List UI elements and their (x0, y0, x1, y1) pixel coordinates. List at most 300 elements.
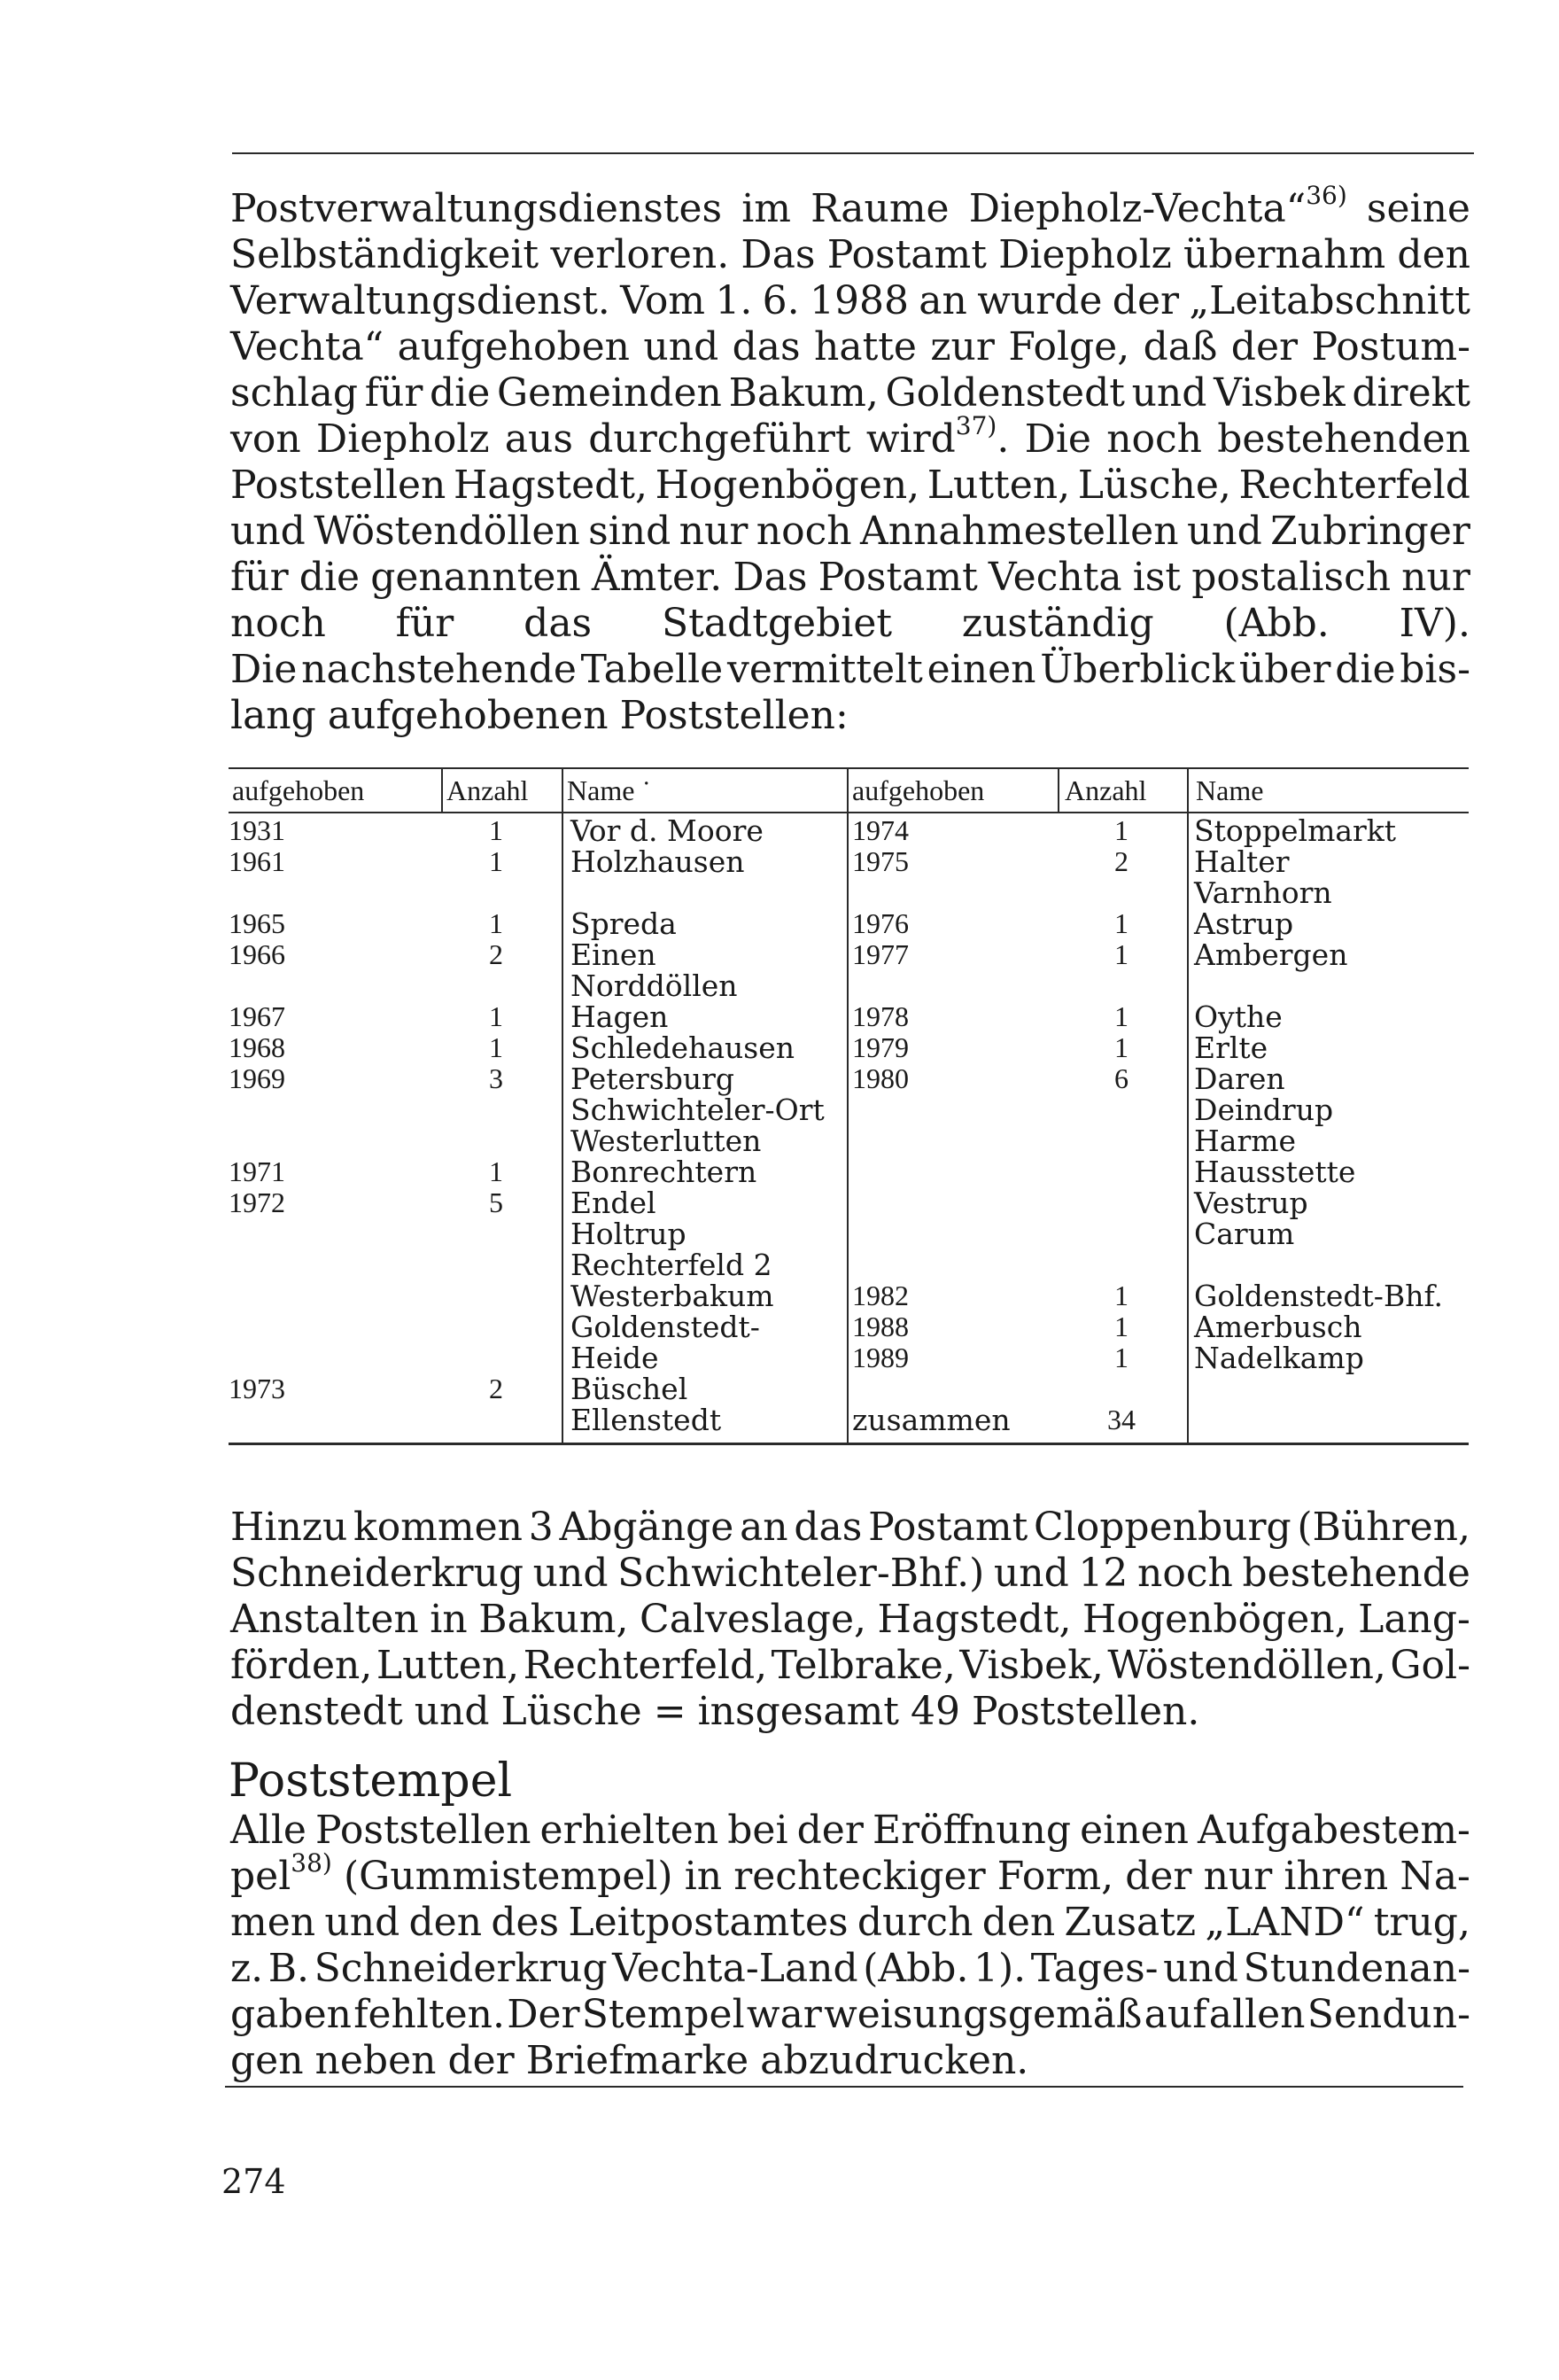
count-cell-2: 1 (1114, 814, 1129, 846)
year-cell: 1967 (229, 1000, 285, 1032)
count-cell (443, 1280, 549, 1311)
paragraph-poststempel (230, 1808, 1470, 2084)
name-cell: Heide (570, 1341, 659, 1375)
count-cell: 5 (489, 1186, 503, 1218)
word: Zubringer (1270, 509, 1470, 554)
header-divider (562, 769, 563, 812)
word: Poststellen: (619, 693, 849, 738)
word: förden, (230, 1643, 373, 1688)
table-column (229, 815, 438, 1435)
word: 49 (911, 1689, 960, 1734)
count-cell-2: 1 (1114, 938, 1129, 970)
text-line (230, 324, 1470, 370)
word: und (324, 1900, 400, 1945)
word: ihren (1284, 1854, 1389, 1899)
word: nur (1401, 555, 1470, 600)
name-cell-2: Ambergen (1194, 937, 1348, 972)
word: Postverwaltungsdienstes (230, 186, 723, 231)
word: Stempel (581, 1992, 745, 2037)
name-cell: Goldenstedt- (570, 1310, 760, 1344)
header-closed-year-2: aufgehoben (852, 774, 985, 806)
count-cell-2: 1 (1114, 1311, 1129, 1342)
header-divider (847, 769, 849, 812)
year-cell-2: zusammen (852, 1403, 1011, 1437)
text-line (230, 1946, 1470, 1992)
name-cell-2: Stoppelmarkt (1194, 813, 1397, 848)
word: Postamt (868, 1505, 1028, 1550)
word: men (230, 1900, 316, 1945)
year-cell (229, 1249, 438, 1280)
word: Diepholz-Vechta“ (968, 186, 1307, 231)
count-cell (443, 970, 549, 1001)
word: das (524, 601, 593, 646)
name-cell: Hagen (570, 999, 669, 1034)
column-divider (562, 813, 563, 1443)
year-cell-2: 1979 (852, 1031, 909, 1063)
word: Abgänge (559, 1505, 734, 1550)
year-cell: 1973 (229, 1373, 285, 1404)
word: Poststellen (315, 1808, 531, 1853)
word: Schneiderkrug (230, 1551, 524, 1596)
word: sind (588, 509, 671, 554)
word: Vechta“ (230, 324, 384, 369)
word: B. (268, 1946, 310, 1991)
count-cell-2 (1059, 1156, 1183, 1187)
word: (Gummistempel) (343, 1854, 673, 1899)
word: noch (230, 601, 326, 646)
column-divider (847, 813, 849, 1443)
name-cell-2 (1194, 1373, 1469, 1404)
word: des (491, 1900, 560, 1945)
count-cell: 1 (489, 1031, 503, 1063)
word: über (1238, 647, 1331, 692)
count-cell: 2 (489, 938, 503, 970)
word: lang (230, 693, 316, 738)
word: die (1335, 647, 1396, 692)
word: Leitpostamtes (568, 1900, 849, 1945)
word: Die (1024, 416, 1091, 462)
word: daß (1143, 324, 1218, 369)
count-cell: 1 (489, 907, 503, 939)
year-cell-2: 1980 (852, 1062, 909, 1094)
word: Gemeinden (496, 370, 722, 416)
paragraph-intro (230, 181, 1470, 739)
table-column (443, 815, 549, 1435)
name-cell: Vor d. Moore (570, 813, 764, 848)
word: Postum- (1311, 324, 1470, 369)
word: für (230, 555, 289, 600)
word: Postamt (818, 555, 978, 600)
word: Lüsche, (1077, 463, 1231, 508)
year-cell-2: 1982 (852, 1279, 909, 1311)
word: ist (1132, 555, 1182, 600)
bottom-rule (225, 2086, 1463, 2088)
count-cell-2 (1059, 1249, 1183, 1280)
count-cell-2 (1059, 1218, 1183, 1249)
year-cell (229, 1311, 438, 1342)
name-cell-2: Vestrup (1194, 1186, 1308, 1220)
word: nachstehende (301, 647, 577, 692)
text-line (230, 411, 1470, 463)
word: Raume (811, 186, 950, 231)
word: fehlten. (353, 1992, 505, 2037)
word: Anstalten (230, 1597, 419, 1642)
word: z. (230, 1946, 264, 1991)
word: vermittelt (726, 647, 923, 692)
word: der (1230, 324, 1299, 369)
word: der (1125, 1854, 1192, 1899)
year-cell-2: 1975 (852, 845, 909, 877)
count-cell-2: 1 (1114, 907, 1129, 939)
text-line (230, 693, 1470, 739)
word: Postamt (826, 232, 987, 277)
count-cell-2 (1059, 877, 1183, 908)
word: Rechterfeld, (523, 1643, 768, 1688)
year-cell: 1965 (229, 907, 285, 939)
footnote-ref: 36) (1306, 181, 1347, 211)
count-cell-2: 1 (1114, 1031, 1129, 1063)
word: Poststellen. (972, 1689, 1200, 1734)
year-cell-2 (852, 1187, 1056, 1218)
table-header (229, 767, 1469, 813)
word: Diepholz (998, 232, 1172, 277)
header-count: Anzahl (446, 774, 529, 806)
word-with-footnote (968, 181, 1347, 232)
word: noch (1106, 416, 1202, 462)
year-cell-2 (852, 1218, 1056, 1249)
word: Hogenbögen, (655, 463, 920, 508)
table-column (1059, 815, 1183, 1435)
word: zur (930, 324, 995, 369)
word: und (1186, 509, 1262, 554)
text-line (230, 1900, 1470, 1946)
name-cell: Westerlutten (570, 1124, 762, 1158)
word: (Abb. (863, 1946, 969, 1991)
word: insgesamt (697, 1689, 899, 1734)
name-cell: Ellenstedt (570, 1403, 722, 1437)
name-cell: Westerbakum (570, 1279, 774, 1313)
word: denstedt (230, 1689, 403, 1734)
word: die (299, 555, 361, 600)
count-cell-2: 1 (1114, 1000, 1129, 1032)
word: Lang- (1358, 1597, 1470, 1642)
word: Wöstendöllen (314, 509, 580, 554)
count-cell (443, 1311, 549, 1342)
word: einen (927, 647, 1036, 692)
name-cell: Holzhausen (570, 844, 745, 879)
word: Gol- (1390, 1643, 1470, 1688)
word: Tabelle (580, 647, 724, 692)
word: bestehende (1242, 1551, 1470, 1596)
word: Selbständigkeit (230, 232, 539, 277)
word: Form, (997, 1854, 1114, 1899)
word: für (395, 601, 454, 646)
word: Goldenstedt (885, 370, 1125, 416)
word: Ämter. (591, 555, 723, 600)
year-cell-2 (852, 1373, 1056, 1404)
name-cell: Spreda (570, 906, 677, 941)
word: 3 (528, 1505, 554, 1550)
count-cell-2: 6 (1114, 1062, 1129, 1094)
text-line (230, 278, 1470, 324)
name-cell-2: Astrup (1194, 906, 1294, 941)
count-cell: 1 (489, 814, 503, 846)
word: Visbek (1214, 370, 1346, 416)
count-cell-2: 34 (1107, 1404, 1136, 1435)
word: an (740, 1505, 788, 1550)
word: und (414, 1689, 490, 1734)
count-cell: 1 (489, 845, 503, 877)
name-cell-2: Hausstette (1194, 1155, 1356, 1189)
name-cell: Norddöllen (570, 968, 738, 1003)
word: durch (857, 1900, 973, 1945)
year-cell (229, 1342, 438, 1373)
word: verloren. (550, 232, 730, 277)
year-cell-2 (852, 1156, 1056, 1187)
name-cell-2: Harme (1194, 1124, 1297, 1158)
word: „Leitabschnitt (1189, 278, 1470, 323)
word: Tages- (1030, 1946, 1159, 1991)
year-cell: 1972 (229, 1186, 285, 1218)
word: hatte (814, 324, 917, 369)
name-cell-2: Erlte (1194, 1031, 1268, 1065)
name-cell-2: Deindrup (1194, 1093, 1334, 1127)
count-cell-2 (1059, 1094, 1183, 1125)
year-cell: 1961 (229, 845, 285, 877)
name-cell: Holtrup (570, 1217, 686, 1251)
header-divider (1187, 769, 1189, 812)
word-group (865, 411, 1010, 463)
word: seine (1366, 186, 1470, 231)
word: Eröffnung (872, 1808, 1072, 1853)
word: Das (741, 232, 816, 277)
word: = (653, 1689, 686, 1734)
word: 1988 (809, 278, 909, 323)
text-line (230, 1597, 1470, 1643)
header-divider (1058, 769, 1059, 812)
year-cell (229, 1280, 438, 1311)
count-cell-2 (1059, 1125, 1183, 1156)
name-cell-2: Daren (1194, 1062, 1285, 1096)
word: bis- (1400, 647, 1470, 692)
word: für (364, 370, 423, 416)
year-cell-2 (852, 1125, 1056, 1156)
year-cell (229, 1218, 438, 1249)
footnote-ref: 37) (955, 411, 997, 441)
word: den (408, 1900, 483, 1945)
word: wird (865, 416, 956, 462)
count-cell: 2 (489, 1373, 503, 1404)
year-cell: 1966 (229, 938, 285, 970)
word: von (230, 416, 301, 462)
word: in (684, 1854, 723, 1899)
text-line (230, 1643, 1470, 1689)
word: pel (230, 1854, 291, 1899)
word: nur (1203, 1854, 1273, 1899)
word: Das (733, 555, 808, 600)
table-column (1194, 815, 1469, 1435)
top-rule (232, 152, 1474, 154)
count-cell-2: 1 (1114, 1342, 1129, 1373)
year-cell: 1931 (229, 814, 285, 846)
word: Hogenbögen, (1082, 1597, 1347, 1642)
count-cell (443, 1342, 549, 1373)
word: Diepholz (315, 416, 490, 462)
word: den (1397, 232, 1470, 277)
year-cell-2 (852, 1094, 1056, 1125)
name-cell-2 (1194, 970, 1469, 1001)
word: Sendun- (1307, 1992, 1470, 2037)
word: Rechterfeld (1238, 463, 1470, 508)
year-cell-2: 1974 (852, 814, 909, 846)
year-cell-2: 1978 (852, 1000, 909, 1032)
word: an (919, 278, 967, 323)
word: Na- (1400, 1854, 1470, 1899)
word: Briefmarke (525, 2038, 749, 2083)
word: im (741, 186, 791, 231)
word: Visbek, (959, 1643, 1104, 1688)
section-heading: Poststempel (229, 1754, 513, 1808)
header-count-2: Anzahl (1065, 774, 1147, 806)
year-cell: 1969 (229, 1062, 285, 1094)
word: Bakum, (478, 1597, 629, 1642)
year-cell (229, 1125, 438, 1156)
header-closed-year: aufgehoben (232, 774, 365, 806)
word: Hagstedt, (877, 1597, 1072, 1642)
year-cell (229, 1404, 438, 1435)
year-cell-2: 1989 (852, 1342, 909, 1373)
word: gen (230, 2038, 304, 2083)
word: Cloppenburg (1034, 1505, 1291, 1550)
word: direkt (1352, 370, 1470, 416)
count-cell (443, 1218, 549, 1249)
name-cell: Schledehausen (570, 1031, 795, 1065)
word: die (430, 370, 491, 416)
word: wurde (977, 278, 1103, 323)
word: aus (504, 416, 573, 462)
word: 1). (973, 1946, 1027, 1991)
word: nur (679, 509, 748, 554)
header-name-2: Name (1196, 774, 1264, 806)
page-number: 274 (221, 2162, 286, 2201)
header-name: Name ˙ (567, 774, 652, 806)
word: das (732, 324, 801, 369)
word-with-footnote (865, 411, 997, 462)
word: Hinzu (230, 1505, 348, 1550)
word: „LAND“ (1205, 1900, 1365, 1945)
word: und (1163, 1946, 1238, 1991)
text-line (230, 1551, 1470, 1597)
word: schlag (230, 370, 359, 416)
name-cell-2: Nadelkamp (1194, 1341, 1364, 1375)
word: und (532, 1551, 609, 1596)
word: . (997, 416, 1010, 462)
word: das (794, 1505, 863, 1550)
count-cell-2: 1 (1114, 1279, 1129, 1311)
text-line (230, 601, 1470, 647)
word: Hagstedt, (454, 463, 648, 508)
word: Schneiderkrug (314, 1946, 608, 1991)
count-cell-2 (1059, 1373, 1183, 1404)
word: postalisch (1191, 555, 1392, 600)
word: Vechta-Land (612, 1946, 858, 1991)
text-line (230, 463, 1470, 509)
text-line (230, 509, 1470, 555)
word: Zusatz (1064, 1900, 1197, 1945)
year-cell (229, 1094, 438, 1125)
table-column (570, 815, 845, 1435)
word: Poststellen (230, 463, 446, 508)
name-cell (570, 877, 845, 908)
count-cell (443, 1404, 549, 1435)
word: Verwaltungsdienst. (230, 278, 610, 323)
count-cell-2 (1059, 1187, 1183, 1218)
word: aufgehobenen (327, 693, 609, 738)
text-line (230, 1848, 1470, 1900)
year-cell-2 (852, 970, 1056, 1001)
word: und (643, 324, 719, 369)
word: aufgehoben (397, 324, 630, 369)
name-cell-2: Halter (1194, 844, 1290, 879)
word: 12 (1078, 1551, 1129, 1596)
word: Stundenan- (1243, 1946, 1470, 1991)
word: der (1112, 278, 1180, 323)
word: Vom (620, 278, 706, 323)
count-cell (443, 1125, 549, 1156)
year-cell (229, 970, 438, 1001)
text-line (230, 555, 1470, 601)
count-cell: 1 (489, 1155, 503, 1187)
word: erhielten (539, 1808, 719, 1853)
word: Lüsche (500, 1689, 642, 1734)
closed-post-offices-table (229, 767, 1469, 1445)
word-with-footnote (230, 1848, 332, 1900)
year-cell-2: 1976 (852, 907, 909, 939)
text-line (230, 232, 1470, 278)
word: Der (507, 1992, 580, 2037)
word: Calveslage, (640, 1597, 866, 1642)
name-cell: Petersburg (570, 1062, 735, 1096)
word: Wöstendöllen, (1107, 1643, 1386, 1688)
year-cell-2: 1977 (852, 938, 909, 970)
word: Vechta (988, 555, 1122, 600)
word: Lutten, (927, 463, 1071, 508)
word: Überblick (1040, 647, 1236, 692)
word: abzudrucken. (760, 2038, 1029, 2083)
name-cell: Schwichteler-Ort (570, 1093, 825, 1127)
word: (Bühren, (1297, 1505, 1470, 1550)
name-cell-2 (1194, 1404, 1469, 1435)
name-cell-2: Carum (1194, 1217, 1295, 1251)
text-line (230, 370, 1470, 416)
word: 6. (762, 278, 800, 323)
word: Annahmestellen (859, 509, 1179, 554)
word: den (981, 1900, 1056, 1945)
word: Folge, (1008, 324, 1130, 369)
year-cell-2 (852, 877, 1056, 908)
text-line (230, 1689, 1470, 1735)
table-column (852, 815, 1056, 1435)
word: trug, (1373, 1900, 1470, 1945)
word: 1. (715, 278, 753, 323)
word: rechteckiger (733, 1854, 986, 1899)
year-cell: 1971 (229, 1155, 285, 1187)
name-cell-2 (1194, 1249, 1469, 1280)
count-cell (443, 1249, 549, 1280)
word: gaben (230, 1992, 352, 2037)
name-cell-2: Goldenstedt-Bhf. (1194, 1279, 1443, 1313)
name-cell: Einen (570, 937, 656, 972)
